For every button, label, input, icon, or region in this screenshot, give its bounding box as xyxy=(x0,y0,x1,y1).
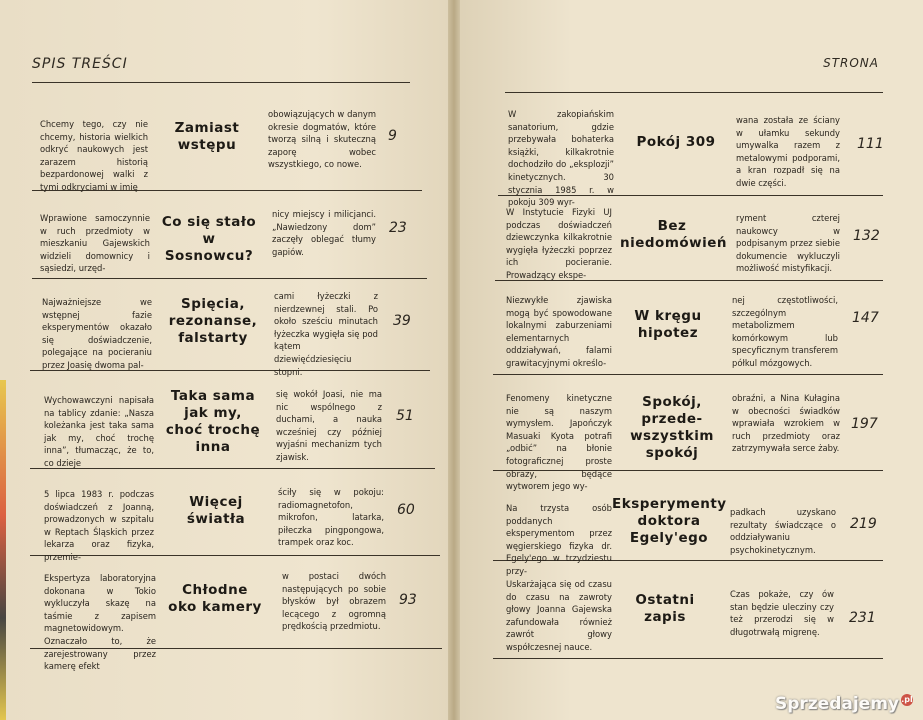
book-gutter xyxy=(448,0,460,720)
entry-page-number: 9 xyxy=(388,128,397,144)
entry-continuation: w postaci dwóch następujących po sobie błysków był obrazem lecącego z ogromną prędkością przedmiotu. xyxy=(282,571,386,632)
entry-continuation: Czas pokaże, czy ów stan będzie ulecziny czy też przerodzi się w długotrwałą migrenę. xyxy=(730,589,834,637)
entry-continuation: się wokół Joasi, nie ma nic wspólnego z duchami, a nauka wcześniej czy później wyjaśni mechanizm tych zjawisk. xyxy=(276,389,382,462)
entry-title: Co się stało w Sosnowcu? xyxy=(161,214,257,264)
entry-page-number: 23 xyxy=(389,220,407,236)
entry-continuation: ściły się w pokoju: radiomagnetofon, mikrofon, latarka, piłeczka pingpongowa, trampek oraz koc. xyxy=(278,487,384,548)
entry-page-number: 93 xyxy=(399,592,417,608)
entry-page-number: 219 xyxy=(850,516,877,532)
entry-snippet: Na trzysta osób poddanych eksperymentom przez węgierskiego fizyka dr. Egely'ego w trzydziestu przy- xyxy=(506,503,612,576)
entry-page-number: 39 xyxy=(393,313,411,329)
entry-page-number: 51 xyxy=(396,408,414,424)
entry-continuation: ryment czterej naukowcy w podpisanym przez siebie dokumencie wykluczyli możliwość mistyfikacji. xyxy=(736,213,840,274)
rule-right-3 xyxy=(493,374,883,375)
site-watermark xyxy=(775,694,913,714)
entry-continuation: wana została ze ściany w ułamku sekundy umywalka razem z metalowymi podporami, a kran rozpadł się na dwie części. xyxy=(736,115,840,188)
rule-right-6 xyxy=(493,658,883,659)
entry-snippet: 5 lipca 1983 r. podczas doświadczeń z Joanną, prowadzonych w szpitalu w Reptach Śląskich przez lekarza oraz fizyka, przemie- xyxy=(44,489,154,562)
watermark-text: Sprzedajemy xyxy=(774,694,899,714)
cover-edge xyxy=(0,380,6,720)
entry-title: Spokój, przede-wszystkim spokój xyxy=(630,394,714,461)
entry-page-number: 231 xyxy=(849,610,876,626)
page-column-heading: STRONA xyxy=(823,56,879,70)
rule-right-top xyxy=(505,92,883,93)
entry-title: Taka sama jak my, choć trochę inna xyxy=(165,388,261,455)
entry-snippet: W Instytucie Fizyki UJ podczas doświadczeń dziewczynka kilkakrotnie wygięła łyżeczki poprzez ich pocieranie. Prowadzący ekspe- xyxy=(506,207,612,280)
entry-page-number: 60 xyxy=(397,502,415,518)
entry-title: Pokój 309 xyxy=(636,134,716,150)
rule-left-top xyxy=(32,82,410,83)
entry-snippet: Wychowawczyni napisała na tablicy zdanie: „Nasza koleżanka jest taka sama jak my, choć trochę inna”, tłumacząc, że to, co dzieje xyxy=(44,395,154,468)
entry-snippet: Fenomeny kinetyczne nie są naszym wymysłem. Japończyk Masuaki Kyota potrafi „odbić” na błonie fotograficznej proste obrazy, będące wytworem jego wy- xyxy=(506,393,612,492)
entry-title: Zamiast wstępu xyxy=(174,120,240,153)
entry-snippet: Uskarżająca się od czasu do czasu na zawroty głowy Joanna Gajewska zafundowała również zawrót głowy współczesnej nauce. xyxy=(506,579,612,652)
entry-title: Spięcia, rezonanse, falstarty xyxy=(168,296,258,346)
entry-snippet: Ekspertyza laboratoryjna dokonana w Tokio wykluczyła skazę na taśmie z zapisem magnetowidowym. Oznaczało to, że zarejestrowany przez kamerę efekt xyxy=(44,573,156,672)
entry-page-number: 111 xyxy=(857,136,884,152)
entry-title: Bez niedomówień xyxy=(620,218,728,251)
entry-continuation: nej częstotliwości, szczególnym metabolizmem komórkowym lub specyficznym transferem półkul mózgowych. xyxy=(732,295,838,368)
entry-title: Eksperymenty doktora Egely'ego xyxy=(612,496,727,546)
entry-snippet: Najważniejsze we wstępnej fazie eksperymentów okazało się doświadczenie, polegające na pocieraniu przez Joasię dwoma pal- xyxy=(42,297,152,370)
entry-title: Ostatni zapis xyxy=(635,592,695,625)
entry-snippet: W zakopiańskim sanatorium, gdzie przebywała bohaterka książki, kilkakrotnie dochodziło do „eksplozji” kinetycznych. 30 stycznia 1985 r. w pokoju 309 wyr- xyxy=(508,109,614,208)
watermark-suffix: .pl xyxy=(901,695,913,704)
entry-page-number: 197 xyxy=(851,416,878,432)
entry-continuation: cami łyżeczki z nierdzewnej stali. Po około sześciu minutach łyżeczka wygięła się pod kątem dziewięćdziesięciu stopni. xyxy=(274,291,378,377)
entry-continuation: obowiązujących w danym okresie dogmatów, które tworzą silną i skuteczną zaporę wobec wszystkiego, co nowe. xyxy=(268,109,376,170)
entry-title: Więcej światła xyxy=(186,494,246,527)
entry-snippet: Niezwykłe zjawiska mogą być spowodowane lokalnymi zaburzeniami elementarnych oddziaływań, falami grawitacyjnymi określo- xyxy=(506,295,612,368)
entry-title: Chłodne oko kamery xyxy=(168,582,262,615)
entry-continuation: obraźni, a Nina Kułaginа w obecności świadków wprawiała wzrokiem w ruch przedmioty oraz zatrzymywała serce żaby. xyxy=(732,393,840,454)
entry-snippet: Wprawione samoczynnie w ruch przedmioty w mieszkaniu Gajewskich widzieli domownicy i sąsiedzi, urzęd- xyxy=(40,213,150,274)
contents-heading: SPIS TREŚCI xyxy=(32,56,128,72)
entry-continuation: padkach uzyskano rezultaty świadczące o oddziaływaniu psychokinetycznym. xyxy=(730,507,836,555)
entry-title: W kręgu hipotez xyxy=(634,308,702,341)
rule-left-2 xyxy=(32,278,427,279)
entry-snippet: Chcemy tego, czy nie chcemy, historia wielkich odkryć naukowych jest zarazem historią bezpardonowej walki z tymi odkryciami w imię xyxy=(40,119,148,192)
entry-continuation: nicy miejscy i milicjanci. „Nawiedzony dom” zaczęły oblegać tłumy gapiów. xyxy=(272,209,376,257)
entry-page-number: 132 xyxy=(853,228,880,244)
entry-page-number: 147 xyxy=(852,310,879,326)
